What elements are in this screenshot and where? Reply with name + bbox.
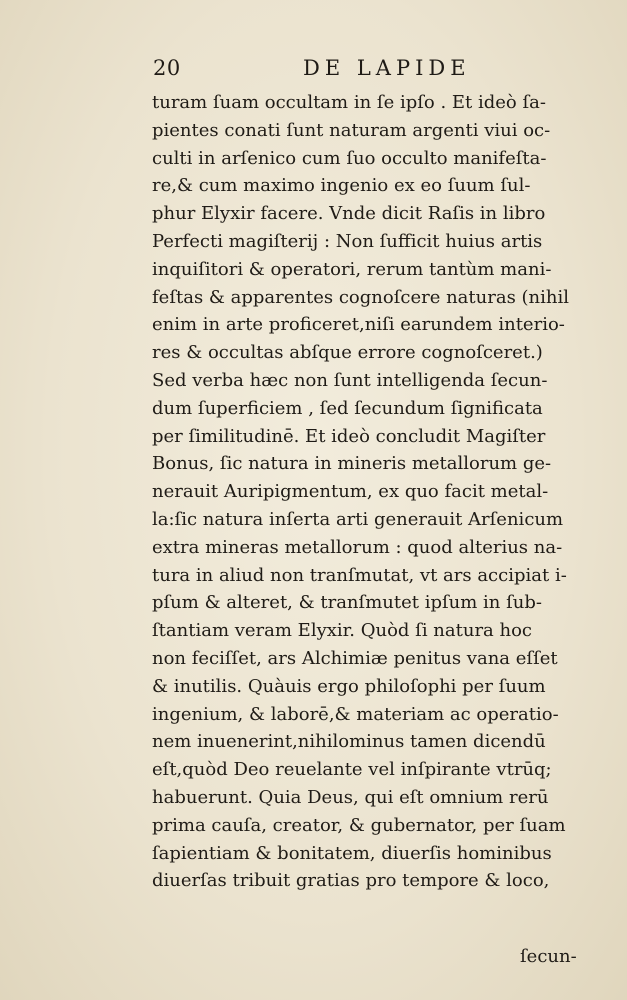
- running-title: DE LAPIDE: [303, 56, 471, 80]
- text-line: pientes conati ſunt naturam argenti viui oc-: [152, 119, 551, 141]
- text-line: & inutilis. Quàuis ergo philoſophi per ſuum: [152, 675, 546, 697]
- text-line: ſtantiam veram Elyxir. Quòd ſi natura hoc: [152, 620, 533, 642]
- text-line: habuerunt. Quia Deus, qui eſt omnium rerū: [152, 786, 549, 808]
- text-line: la:ſic natura inſerta arti generauit Arſenicum: [152, 508, 564, 530]
- text-line: Bonus, ſic natura in mineris metallorum ge-: [152, 453, 552, 475]
- text-line: non feciſſet, ars Alchimiæ penitus vana eſſet: [152, 647, 558, 669]
- text-line: nerauit Auripigmentum, ex quo facit metal-: [152, 481, 549, 503]
- text-line: inquiſitori & operatori, rerum tantùm mani-: [152, 258, 552, 280]
- text-line: eſt,quòd Deo reuelante vel inſpirante vtrūq;: [152, 759, 552, 781]
- text-line: prima cauſa, creator, & gubernator, per ſuam: [152, 814, 566, 836]
- text-line: diuerſas tribuit gratias pro tempore & loco,: [152, 870, 550, 892]
- text-line: per ſimilitudinē. Et ideò concludit Magiſter: [152, 425, 546, 447]
- page-header: [153, 56, 589, 84]
- text-line: extra mineras metallorum : quod alterius na-: [152, 536, 563, 558]
- catchword: ſecun-: [520, 946, 577, 967]
- text-line: dum ſuperficiem , ſed ſecundum ſignificata: [152, 397, 543, 419]
- body-text: [152, 89, 592, 895]
- text-line: res & occultas abſque errore cognoſceret.): [152, 342, 543, 364]
- text-line: Sed verba hæc non ſunt intelligenda ſecun-: [152, 369, 548, 391]
- text-line: nem inuenerint,nihilominus tamen dicendū: [152, 731, 546, 753]
- text-line: enim in arte proficeret,niſi earundem interio-: [152, 314, 565, 336]
- text-line: Perfecti magiſterij : Non ſufficit huius artis: [152, 230, 543, 252]
- text-line: re,& cum maximo ingenio ex eo ſuum ſul-: [152, 175, 531, 197]
- text-line: feſtas & apparentes cognoſcere naturas (nihil: [152, 286, 570, 308]
- page-number: 20: [153, 56, 181, 80]
- text-line: pſum & alteret, & tranſmutet ipſum in ſub-: [152, 592, 542, 614]
- text-line: turam ſuam occultam in ſe ipſo . Et ideò ſa-: [152, 92, 546, 113]
- text-line: phur Elyxir facere. Vnde dicit Raſis in libro: [152, 203, 546, 225]
- text-line: ingenium, & laborē,& materiam ac operatio-: [152, 703, 559, 725]
- text-line: tura in aliud non tranſmutat, vt ars accipiat i-: [152, 564, 567, 586]
- text-line: culti in arſenico cum ſuo occulto manifeſta-: [152, 147, 547, 169]
- text-line: ſapientiam & bonitatem, diuerſis hominibus: [152, 842, 552, 864]
